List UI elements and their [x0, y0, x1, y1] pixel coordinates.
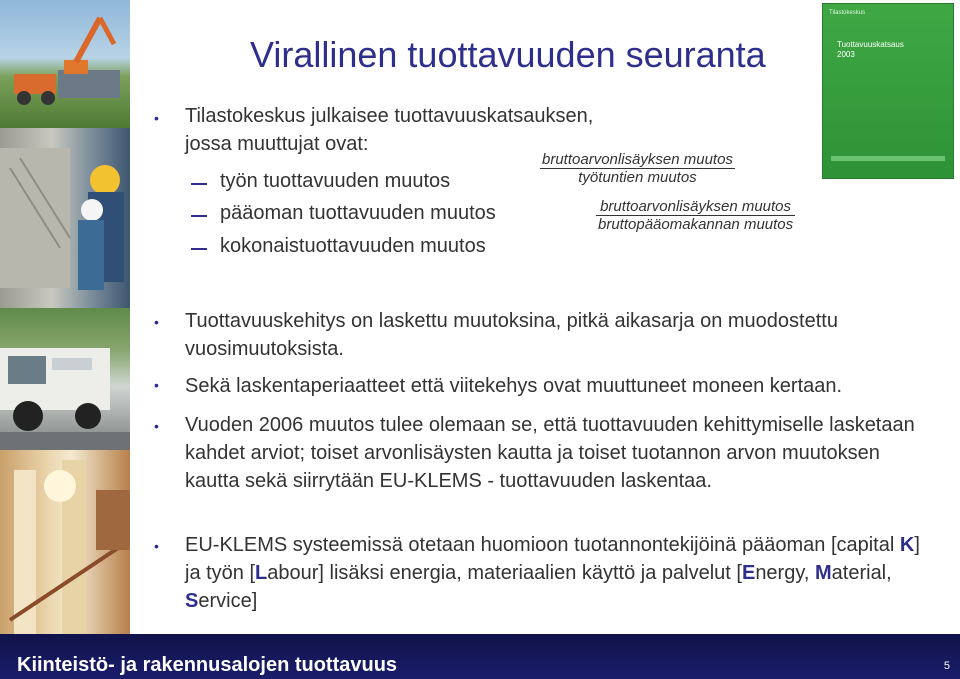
bullet-dot-icon: •: [154, 314, 159, 330]
dash-icon: [191, 248, 207, 250]
footer-bar: [0, 634, 960, 679]
klems-text-e: aterial,: [831, 562, 892, 584]
construction-workers-photo: [0, 128, 130, 308]
bullet-intro-line1: Tilastokeskus julkaisee tuottavuuskatsauksen,: [185, 105, 594, 127]
footer-title: Kiinteistö- ja rakennusalojen tuottavuus: [17, 654, 398, 676]
klems-s: S: [185, 590, 199, 612]
formula-denominator: työtuntien muutos: [540, 168, 735, 186]
report-logo: Tilastokeskus: [829, 10, 866, 16]
productivity-report-cover-image: [822, 3, 954, 179]
report-cover-title: [837, 40, 904, 60]
photo-strip: [0, 0, 130, 634]
excavator-photo: [0, 0, 130, 128]
slide-title: Virallinen tuottavuuden seuranta: [250, 34, 766, 75]
klems-text-c: abour] lisäksi energia, materiaalien käyttö ja palvelut [: [267, 562, 742, 584]
klems-text-b: ] ja työn [: [185, 534, 920, 584]
report-cover-year: 2003: [837, 50, 855, 59]
variable-total-productivity: kokonaistuottavuuden muutos: [220, 235, 486, 257]
formula-labor-productivity: [540, 151, 735, 186]
variable-capital-productivity: pääoman tuottavuuden muutos: [220, 202, 496, 224]
bullet-2006-change: Vuoden 2006 muutos tulee olemaan se, että tuottavuuden kehittymiselle lasketaan kahdet arviot; toiset arvonlisäysten kautta ja toiset tuotannon arvon muutoksen kautta sekä siirrytään EU-KLEMS - tuottavuuden laskentaa.: [185, 414, 915, 492]
formula-numerator: bruttoarvonlisäyksen muutos: [542, 151, 733, 168]
page-number: 5: [943, 660, 950, 672]
dash-icon: [191, 183, 207, 185]
report-cover-title-text: Tuottavuuskatsaus: [837, 40, 904, 49]
bullet-intro: [185, 102, 593, 158]
bullet-time-series: Tuottavuuskehitys on laskettu muutoksina, pitkä aikasarja on muodostettu vuosimuutoksista.: [185, 310, 838, 360]
variable-labor-productivity: työn tuottavuuden muutos: [220, 170, 451, 192]
bullet-dot-icon: •: [154, 538, 159, 554]
klems-text-d: nergy,: [755, 562, 815, 584]
bullet-dot-icon: •: [154, 377, 159, 393]
klems-text-a: EU-KLEMS systeemissä otetaan huomioon tuotannontekijöinä pääoman [capital: [185, 534, 900, 556]
street-sweeper-photo: [0, 308, 130, 450]
bullet-principles-changed: Sekä laskentaperiaatteet että viitekehys ovat muuttuneet moneen kertaan.: [185, 375, 843, 397]
bullet-dot-icon: •: [154, 418, 159, 434]
dash-icon: [191, 215, 207, 217]
klems-l: L: [255, 562, 268, 584]
report-cover-band: [831, 156, 945, 161]
klems-e: E: [741, 562, 756, 584]
formula-numerator: bruttoarvonlisäyksen muutos: [600, 198, 792, 215]
klems-m: M: [814, 562, 832, 584]
bullet-intro-line2: jossa muuttujat ovat:: [185, 133, 369, 155]
klems-text-f: ervice]: [198, 590, 258, 612]
bullet-dot-icon: •: [154, 110, 159, 126]
klems-k: K: [899, 534, 915, 556]
stairwell-interior-photo: [0, 450, 130, 634]
bullet-eu-klems: [185, 531, 930, 615]
formula-denominator: bruttopääomakannan muutos: [598, 216, 794, 233]
formula-capital-productivity: [596, 198, 795, 233]
